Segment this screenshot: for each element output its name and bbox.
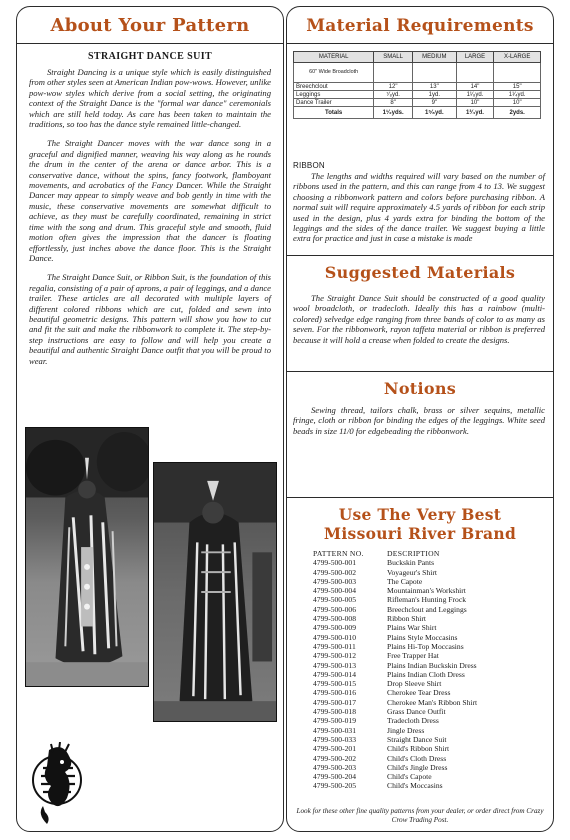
- pattern-number: 4799-500-010: [313, 632, 357, 642]
- pattern-number: 4799-500-013: [313, 660, 357, 670]
- pattern-description: Plains War Shirt: [387, 623, 437, 633]
- about-body: [29, 67, 271, 375]
- suggested-text: [293, 293, 545, 354]
- column-header: LARGE: [456, 52, 494, 63]
- pattern-list-item: [313, 707, 477, 716]
- pattern-list: [313, 549, 477, 791]
- about-paragraph: The Straight Dance Suit, or Ribbon Suit, is the foundation of this regalia, consisting of a pair of aprons, a pair of leggings, and a dance trailer. These articles are all decorated with multiple layers of different colored ribbons which are cut, folded and sewn into beautiful geometric designs. This pattern will show you how to cut and fit the suit and make the ribbonwork to complete it. The step-by-step instructions are easy to follow and will help you create a beautiful and authentic Straight Dance outfit that you will be proud to wear.: [29, 272, 271, 366]
- notions-paragraph: Sewing thread, tailors chalk, brass or silver sequins, metallic fringe, cloth or ribbon for binding the edges of the leggings. White seed beads in size 11/0 for edgebeading the ribbonwork.: [293, 405, 545, 436]
- pattern-number: 4799-500-033: [313, 734, 357, 744]
- pattern-description: Child's Cloth Dress: [387, 753, 447, 763]
- pattern-description: Child's Capote: [387, 772, 432, 782]
- table-row: [294, 63, 541, 83]
- pattern-number: 4799-500-004: [313, 586, 357, 596]
- footer-note: Look for these other fine quality patterns from your dealer, or order direct from Crazy Crow Trading Post.: [296, 807, 544, 824]
- pattern-description: Child's Moccasins: [387, 781, 443, 791]
- table-cell: 10": [494, 99, 541, 107]
- pattern-number: 4799-500-008: [313, 614, 357, 624]
- pattern-number: 4799-500-031: [313, 725, 357, 735]
- suggested-paragraph: The Straight Dance Suit should be constructed of a good quality wool broadcloth, or tradecloth. Ideally this has a rainbow (multi-colored) selvedge edge ranging from three bands of color to as many as seven. For the ribbonwork, rayon taffeta material or ribbon is preferred because it will hold a crease when folded to create the designs.: [293, 293, 545, 345]
- totals-label: Totals: [294, 107, 374, 119]
- pattern-number: 4799-500-205: [313, 781, 357, 791]
- pattern-list-item: [313, 744, 477, 753]
- pattern-list-item: [313, 595, 477, 604]
- pattern-description: Ribbon Shirt: [387, 614, 427, 624]
- dancer-photo-right: [153, 462, 277, 722]
- table-row: [294, 83, 541, 91]
- pattern-number: 4799-500-202: [313, 753, 357, 763]
- table-cell: ⁷⁄₈yd.: [374, 91, 413, 99]
- pattern-list-item: [313, 642, 477, 651]
- divider: [287, 497, 553, 498]
- pattern-rows: [313, 558, 477, 790]
- pattern-list-item: [313, 577, 477, 586]
- pattern-list-item: [313, 735, 477, 744]
- about-panel: [16, 6, 284, 832]
- notions-text: [293, 405, 545, 445]
- pattern-number: 4799-500-005: [313, 595, 357, 605]
- table-cell: 1yd.: [412, 91, 456, 99]
- row-label: Leggings: [294, 91, 374, 99]
- table-row: [294, 99, 541, 107]
- column-header: SMALL: [374, 52, 413, 63]
- column-header: X-LARGE: [494, 52, 541, 63]
- table-row: [294, 91, 541, 99]
- about-title: About Your Pattern: [50, 15, 250, 36]
- pattern-list-item: [313, 558, 477, 567]
- about-paragraph: The Straight Dancer moves with the war dance song in a graceful and dignified manner, weaving his way along as he rounds the drum in the center of the arena or dance arbor. This is a conservative dance, without the spins, fancy footwork, flamboyant movements, and acrobatics of the Fancy Dancer. While the Straight Dancer may appear to simply weave and bob gently in time with the music, these conservative movements are somewhat difficult to achieve, as they must be carefully coordinated, remaining in strict time with the song and drum. This graceful style and smooth, fluid motion often gives the impression that the dancer is floating effortlessly, just inches above the dance floor. This is the Straight Dance.: [29, 138, 271, 263]
- pattern-number: 4799-500-011: [313, 641, 356, 651]
- column-header: MEDIUM: [412, 52, 456, 63]
- pattern-description: Breechclout and Leggings: [387, 604, 467, 614]
- pattern-list-item: [313, 568, 477, 577]
- pattern-number: 4799-500-015: [313, 679, 357, 689]
- pattern-number: 4799-500-201: [313, 744, 357, 754]
- divider: [287, 255, 553, 256]
- pattern-list-item: [313, 605, 477, 614]
- about-paragraph: Straight Dancing is a unique style which is easily distinguished from other styles seen at American Indian pow-wows. However, unlike pow-wow styles which derive from a social setting, the originating context of the Straight Dance is the "formal war dance" ceremonials which are still held today. As care has been taken to maintain the traditions, so too has the dance style remained little-changed.: [29, 67, 271, 130]
- table-cell: 14": [456, 83, 494, 91]
- brand-title: [287, 505, 553, 543]
- pattern-number: 4799-500-016: [313, 688, 357, 698]
- description-header: DESCRIPTION: [387, 549, 440, 558]
- pattern-list-item: [313, 772, 477, 781]
- pattern-description: Cherokee Man's Ribbon Shirt: [387, 697, 478, 707]
- pattern-description: Plains Style Moccasins: [387, 632, 458, 642]
- pattern-description: Cherokee Tear Dress: [387, 688, 451, 698]
- broadcloth-label: 60" Wide Broadcloth: [294, 63, 374, 83]
- material-size-table: [293, 51, 541, 119]
- pattern-list-item: [313, 763, 477, 772]
- brand-title-line: Missouri River Brand: [323, 524, 517, 543]
- dancer-silhouette-logo: [29, 742, 85, 828]
- pattern-list-item: [313, 586, 477, 595]
- pattern-list-item: [313, 651, 477, 660]
- ribbon-text: [293, 171, 545, 253]
- table-cell: 12": [374, 83, 413, 91]
- pattern-description: Plains Indian Cloth Dress: [387, 669, 465, 679]
- pattern-number: 4799-500-012: [313, 651, 357, 661]
- pattern-list-item: [313, 726, 477, 735]
- table-cell: 1³⁄₄yd.: [456, 107, 494, 119]
- pattern-number: 4799-500-006: [313, 604, 357, 614]
- pattern-list-item: [313, 679, 477, 688]
- pattern-description: Tradecloth Dress: [387, 716, 439, 726]
- pattern-number: 4799-500-017: [313, 697, 357, 707]
- table-cell: 8": [374, 99, 413, 107]
- pattern-number: 4799-500-003: [313, 576, 357, 586]
- pattern-description: Mountainman's Workshirt: [387, 586, 466, 596]
- notions-title: Notions: [383, 379, 457, 398]
- pattern-list-item: [313, 623, 477, 632]
- pattern-description: Drop Sleeve Shirt: [387, 679, 442, 689]
- pattern-list-header: [313, 549, 477, 558]
- pattern-description: The Capote: [387, 576, 423, 586]
- divider: [287, 371, 553, 372]
- pattern-list-item: [313, 781, 477, 790]
- table-cell: 9": [412, 99, 456, 107]
- pattern-description: Plains Hi-Top Moccasins: [387, 641, 464, 651]
- table-cell: 10": [456, 99, 494, 107]
- pattern-number: 4799-500-018: [313, 707, 357, 717]
- pattern-number: 4799-500-002: [313, 567, 357, 577]
- pattern-description: Plains Indian Buckskin Dress: [387, 660, 477, 670]
- ribbon-label: RIBBON: [293, 161, 325, 170]
- pattern-list-item: [313, 754, 477, 763]
- divider: [287, 43, 553, 44]
- pattern-description: Child's Jingle Dress: [387, 762, 448, 772]
- suggested-materials-title: Suggested Materials: [324, 263, 516, 282]
- pattern-description: Rifleman's Hunting Frock: [387, 595, 466, 605]
- table-cell: 15": [494, 83, 541, 91]
- pattern-description: Child's Ribbon Shirt: [387, 744, 450, 754]
- pattern-number: 4799-500-009: [313, 623, 357, 633]
- table-cell: 1¹⁄₈yd.: [456, 91, 494, 99]
- pattern-list-item: [313, 661, 477, 670]
- pattern-number-header: PATTERN NO.: [313, 549, 364, 558]
- table-cell: 13": [412, 83, 456, 91]
- pattern-number: 4799-500-001: [313, 558, 357, 568]
- column-header: MATERIAL: [294, 52, 374, 63]
- pattern-number: 4799-500-204: [313, 772, 357, 782]
- suit-heading: STRAIGHT DANCE SUIT: [87, 51, 213, 62]
- pattern-list-item: [313, 688, 477, 697]
- pattern-list-item: [313, 614, 477, 623]
- table-cell: 2yds.: [494, 107, 541, 119]
- divider: [17, 43, 283, 44]
- pattern-number: 4799-500-203: [313, 762, 357, 772]
- totals-row: [294, 107, 541, 119]
- table-cell: 1¹⁄₄yd.: [494, 91, 541, 99]
- pattern-number: 4799-500-014: [313, 669, 357, 679]
- table-cell: 1⁵⁄₈yd.: [412, 107, 456, 119]
- ribbon-paragraph: The lengths and widths required will vary based on the number of ribbons used in the pattern, and this can range from 4 to 13. We suggest choosing a ribbonwork pattern and colors before purchasing ribbon. A normal suit will require approximately 4.5 yards of ribbon for each strip used in the design, plus 4 yards extra for binding the bottom of the leggings and the sides of the dance trailer. We suggest buying a little extra for practice and just in case a mistake is made: [293, 171, 545, 244]
- pattern-list-item: [313, 698, 477, 707]
- pattern-description: Straight Dance Suit: [387, 734, 447, 744]
- materials-panel: [286, 6, 554, 832]
- pattern-description: Buckskin Pants: [387, 558, 435, 568]
- pattern-description: Voyageur's Shirt: [387, 567, 437, 577]
- pattern-description: Jingle Dress: [387, 725, 425, 735]
- row-label: Breechclout: [294, 83, 374, 91]
- brand-title-line: Use The Very Best: [338, 505, 502, 524]
- table-header-row: [294, 52, 541, 63]
- dancer-photo-left: [25, 427, 149, 687]
- pattern-list-item: [313, 633, 477, 642]
- pattern-number: 4799-500-019: [313, 716, 357, 726]
- pattern-list-item: [313, 716, 477, 725]
- pattern-description: Free Trapper Hat: [387, 651, 439, 661]
- pattern-description: Grass Dance Outfit: [387, 707, 446, 717]
- table-cell: 1¹⁄₂yds.: [374, 107, 413, 119]
- row-label: Dance Trailer: [294, 99, 374, 107]
- pattern-list-item: [313, 670, 477, 679]
- material-requirements-title: Material Requirements: [306, 16, 534, 36]
